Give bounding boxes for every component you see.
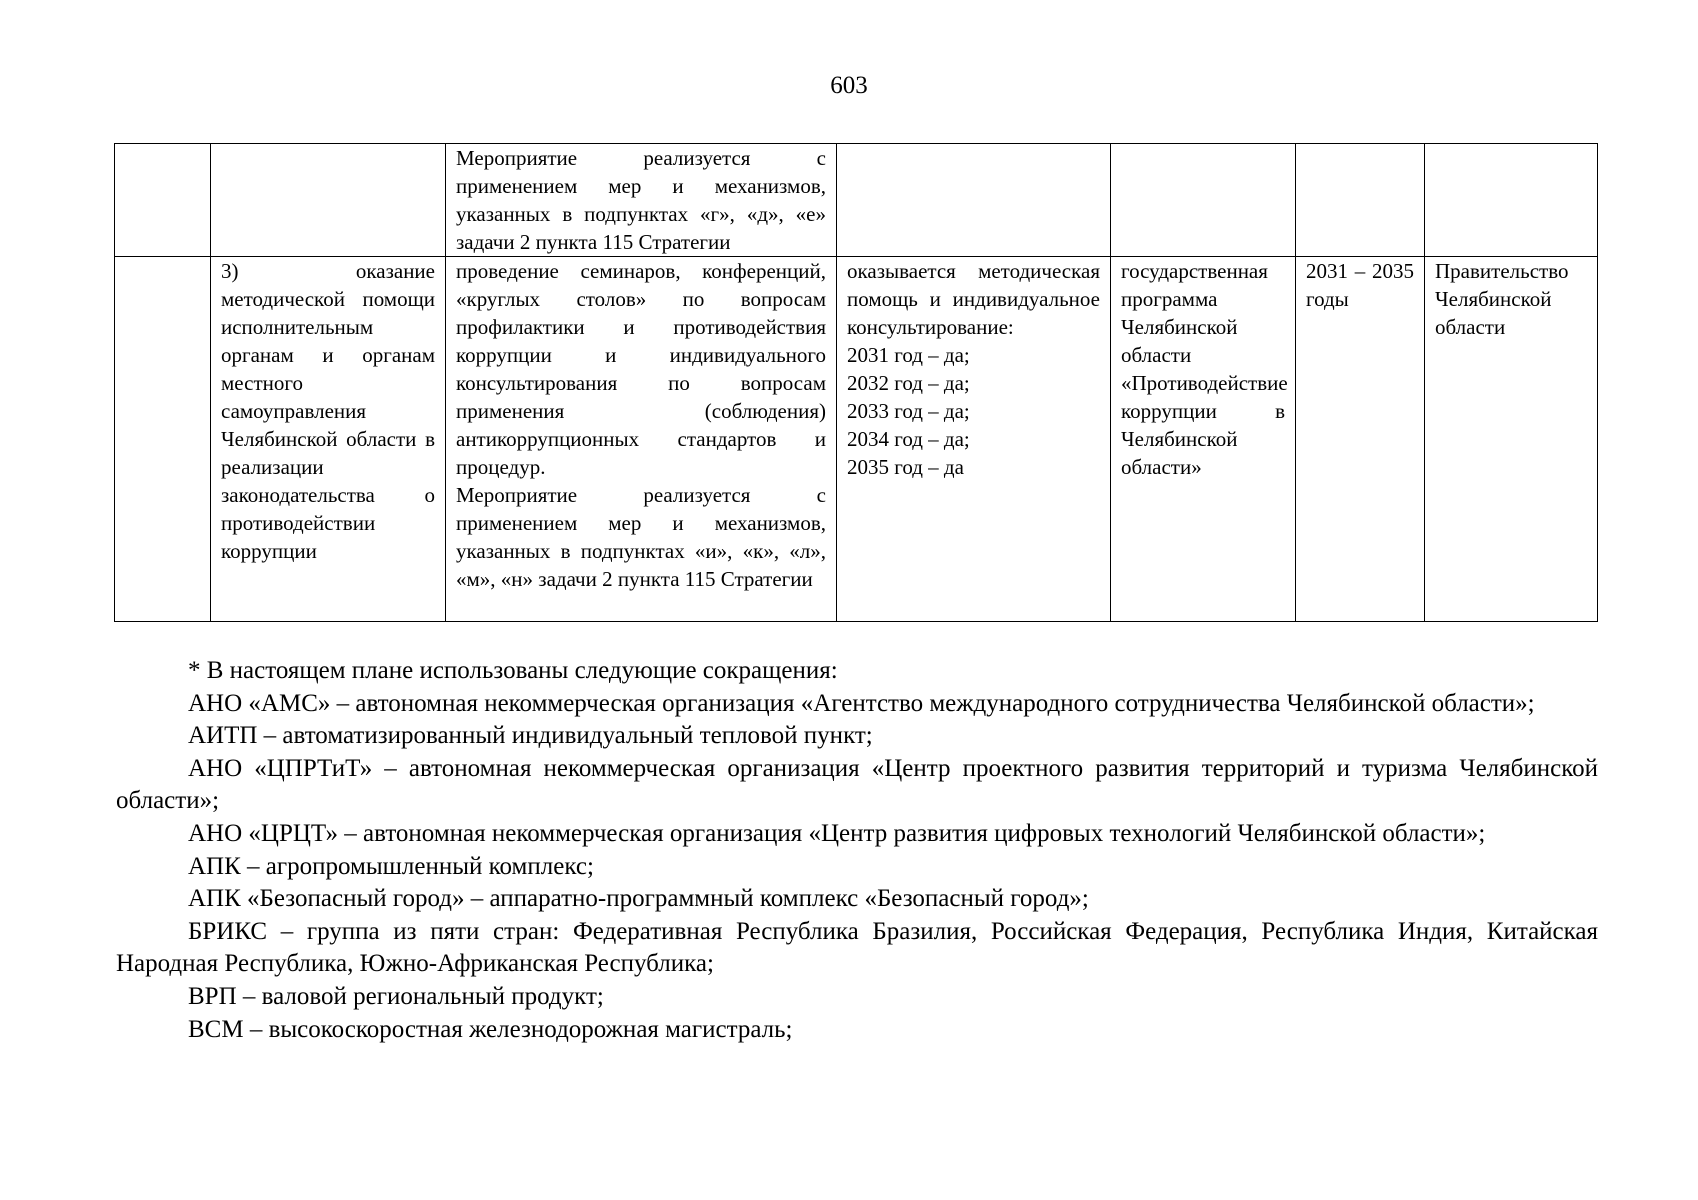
- period-cell: 2031 – 2035 годы: [1296, 257, 1425, 622]
- task-cell: [211, 144, 446, 257]
- result-line: 2035 год – да: [847, 455, 964, 479]
- activity-cell: Мероприятие реализуется с применением мер и механизмов, указанных в подпунктах «г», «д», «е» задачи 2 пункта 115 Стратегии: [446, 144, 837, 257]
- result-line: 2033 год – да;: [847, 399, 970, 423]
- result-line: оказывается методическая помощь и индивидуальное консультирование:: [847, 259, 1100, 339]
- row-number-cell: [115, 144, 211, 257]
- period-cell: [1296, 144, 1425, 257]
- activity-cell: [446, 257, 837, 622]
- page-number: 603: [830, 72, 868, 99]
- result-cell: [837, 257, 1111, 622]
- result-line: 2031 год – да;: [847, 343, 970, 367]
- notes-intro: * В настоящем плане использованы следующие сокращения:: [188, 657, 838, 684]
- abbreviation-item: БРИКС – группа из пяти стран: Федеративная Республика Бразилия, Российская Федерация, Республика Индия, Китайская Народная Республика, Южно-Африканская Республика;: [116, 917, 1598, 978]
- abbreviation-item: АИТП – автоматизированный индивидуальный тепловой пункт;: [188, 722, 873, 750]
- activity-description: проведение семинаров, конференций, «круглых столов» по вопросам профилактики и противодействия коррупции и индивидуального консультирования по вопросам применения (соблюдения) антикоррупционных стандартов и процедур.: [456, 259, 826, 479]
- abbreviations-notes: [116, 655, 1598, 1046]
- abbreviation-item: АНО «ЦПРТиТ» – автономная некоммерческая организация «Центр проектного развития территорий и туризма Челябинской области»;: [116, 754, 1598, 815]
- abbreviation-item: АНО «АМС» – автономная некоммерческая организация «Агентство международного сотрудничества Челябинской области»;: [188, 689, 1535, 717]
- abbreviation-item: ВСМ – высокоскоростная железнодорожная магистраль;: [188, 1015, 793, 1043]
- executor-cell: [1425, 144, 1598, 257]
- abbreviation-item: АПК «Безопасный город» – аппаратно-программный комплекс «Безопасный город»;: [188, 885, 1089, 913]
- activity-mechanism-note: Мероприятие реализуется с применением мер и механизмов, указанных в подпунктах «и», «к», «л», «м», «н» задачи 2 пункта 115 Стратегии: [456, 483, 826, 591]
- abbreviation-item: ВРП – валовой региональный продукт;: [188, 982, 604, 1010]
- row-number-cell: [115, 257, 211, 622]
- executor-cell: Правительство Челябинской области: [1425, 257, 1598, 622]
- program-cell: государственная программа Челябинской области «Противодействие коррупции в Челябинской области»: [1111, 257, 1296, 622]
- task-cell: 3) оказание методической помощи исполнительным органам и органам местного самоуправления Челябинской области в реализации законодательства о противодействии коррупции: [211, 257, 446, 622]
- table-row: [115, 144, 1598, 257]
- abbreviation-item: АПК – агропромышленный комплекс;: [188, 852, 594, 880]
- plan-table: [114, 143, 1598, 622]
- result-line: 2032 год – да;: [847, 371, 970, 395]
- table-row: [115, 257, 1598, 622]
- result-cell: [837, 144, 1111, 257]
- program-cell: [1111, 144, 1296, 257]
- abbreviation-item: АНО «ЦРЦТ» – автономная некоммерческая организация «Центр развития цифровых технологий Челябинской области»;: [188, 819, 1486, 847]
- result-line: 2034 год – да;: [847, 427, 970, 451]
